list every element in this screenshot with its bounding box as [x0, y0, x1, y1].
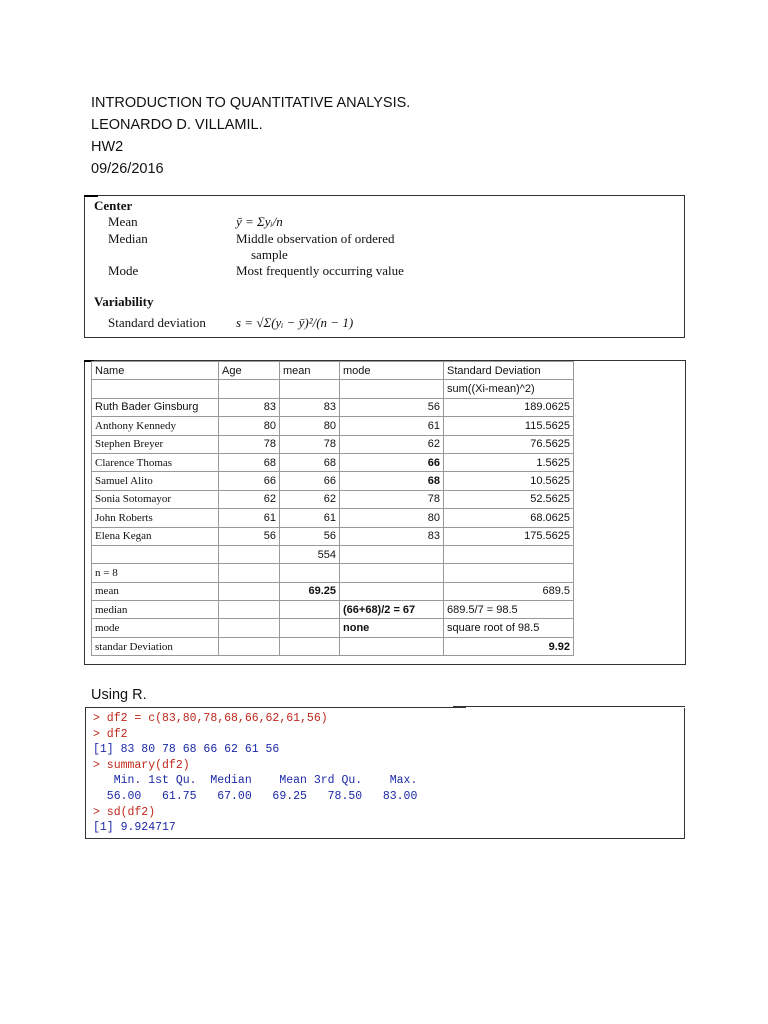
sd-label: standar Deviation: [92, 637, 219, 655]
console-line: > summary(df2): [93, 758, 190, 772]
sd-definition: s = √Σ(yᵢ − ȳ)²/(n − 1): [236, 315, 354, 330]
header-mode: mode: [340, 362, 444, 380]
mode-label: mode: [92, 619, 219, 637]
table-row: John Roberts 61 61 80 68.0625: [92, 509, 574, 527]
mean-term: Mean: [108, 214, 138, 229]
author-name: LEONARDO D. VILLAMIL.: [91, 117, 263, 133]
formula-reference-box: [84, 195, 685, 338]
console-line: [1] 9.924717: [93, 821, 176, 835]
table-header-row: [92, 362, 574, 380]
header-sd: Standard Deviation: [444, 362, 574, 380]
console-line: > sd(df2): [93, 805, 156, 819]
table-mean-row: [92, 582, 574, 600]
table-row: Ruth Bader Ginsburg 83 83 56 189.0625: [92, 398, 574, 416]
statistics-table: [91, 361, 574, 656]
sum-ages: 554: [280, 545, 340, 563]
r-console-output: [85, 707, 685, 839]
n-label: n = 8: [92, 564, 219, 582]
table-row: Clarence Thomas 68 68 66 1.5625: [92, 453, 574, 471]
mode-term: Mode: [108, 263, 139, 278]
table-row: Elena Kegan 56 56 83 175.5625: [92, 527, 574, 545]
center-heading: Center: [94, 198, 133, 213]
median-term: Median: [108, 231, 148, 246]
variability-heading: Variability: [94, 294, 154, 309]
sd-term: Standard deviation: [108, 315, 206, 330]
mean-label: mean: [92, 582, 219, 600]
median-definition-cont: sample: [251, 247, 288, 262]
table-row: Sonia Sotomayor 62 62 78 52.5625: [92, 490, 574, 508]
table-mode-row: [92, 619, 574, 637]
table-subheader-row: [92, 380, 574, 398]
document-date: 09/26/2016: [91, 161, 164, 177]
console-line: > df2 = c(83,80,78,68,66,62,61,56): [93, 712, 328, 725]
median-definition: Middle observation of ordered: [236, 231, 395, 246]
document-header: [91, 92, 410, 180]
console-line: > df2: [93, 727, 128, 741]
header-name: Name: [92, 362, 219, 380]
mode-value: none: [340, 619, 444, 637]
mode-definition: Most frequently occurring value: [236, 263, 404, 278]
median-value: (66+68)/2 = 67: [340, 601, 444, 619]
course-title: INTRODUCTION TO QUANTITATIVE ANALYSIS.: [91, 95, 411, 111]
table-sd-row: [92, 637, 574, 655]
console-line: Min. 1st Qu. Median Mean 3rd Qu. Max.: [93, 774, 425, 788]
table-row: Anthony Kennedy 80 80 61 115.5625: [92, 417, 574, 435]
table-sum-row: [92, 545, 574, 563]
r-section-title: Using R.: [91, 687, 147, 703]
median-label: median: [92, 601, 219, 619]
sd-value: 9.92: [444, 637, 574, 655]
header-mean: mean: [280, 362, 340, 380]
statistics-table-box: [84, 360, 686, 665]
header-age: Age: [219, 362, 280, 380]
variance-calc: 689.5/7 = 98.5: [444, 601, 574, 619]
mean-definition: ȳ = Σyᵢ/n: [236, 214, 283, 229]
sd-sum: 689.5: [444, 582, 574, 600]
header-sd-sub: sum((Xi-mean)^2): [444, 380, 574, 398]
table-row: Stephen Breyer 78 78 62 76.5625: [92, 435, 574, 453]
console-line: [1] 83 80 78 68 66 62 61 56: [93, 743, 280, 757]
table-n-row: [92, 564, 574, 582]
table-row: Samuel Alito 66 66 68 10.5625: [92, 472, 574, 490]
mean-value: 69.25: [280, 582, 340, 600]
console-line: 56.00 61.75 67.00 69.25 78.50 83.00: [93, 789, 425, 803]
table-median-row: [92, 601, 574, 619]
assignment-label: HW2: [91, 139, 124, 155]
sqrt-text: square root of 98.5: [444, 619, 574, 637]
